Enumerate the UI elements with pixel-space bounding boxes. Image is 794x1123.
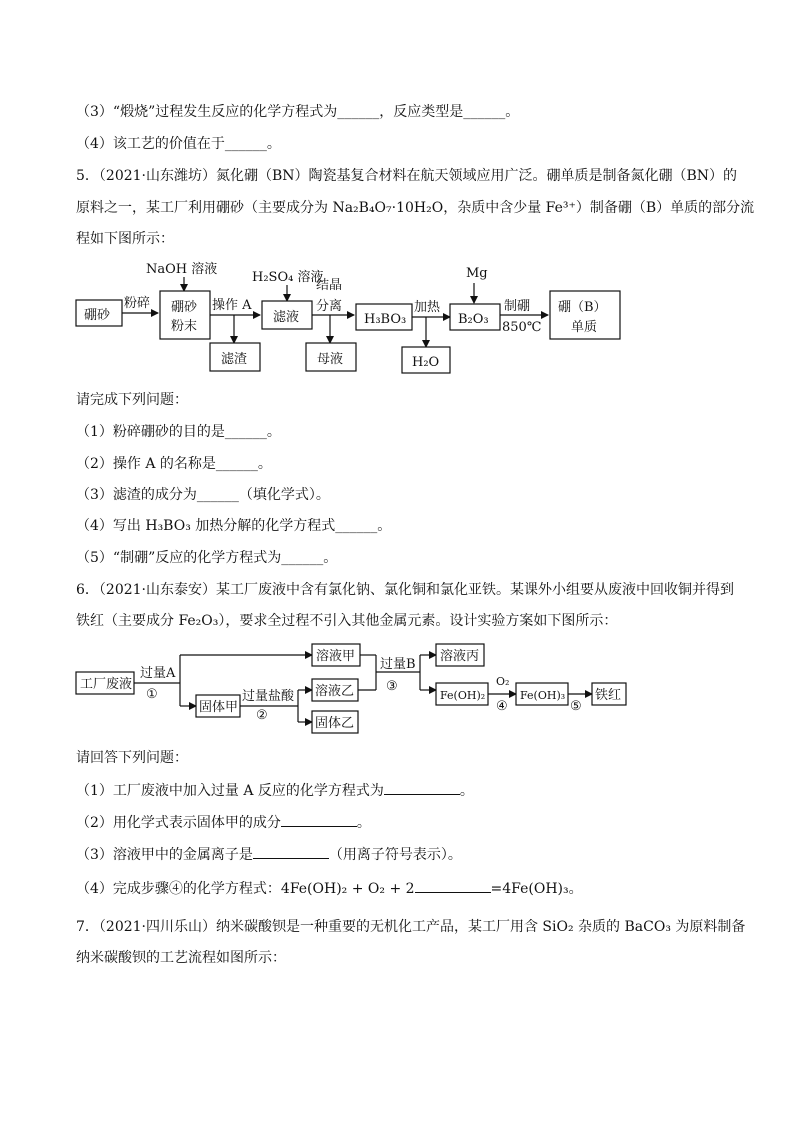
- label-jie-jing: 结晶: [316, 278, 343, 293]
- label-mu-ye: 母液: [317, 352, 344, 367]
- q5-prompt: 请完成下列问题：: [76, 392, 188, 408]
- label-sol-yi: 溶液乙: [315, 684, 355, 699]
- label-step2: ②: [256, 708, 268, 723]
- q5-question-5: （5）“制硼”反应的化学方程式为______。: [76, 550, 338, 566]
- q6-q4-text: （4）完成步骤④的化学方程式：4Fe(OH)₂ + O₂ + 2: [76, 881, 415, 897]
- q6-question-3: [76, 844, 462, 865]
- label-h2so4: H₂SO₄ 溶液: [252, 270, 324, 285]
- label-fen-sui: 粉碎: [124, 296, 151, 311]
- q5-question-3: （3）滤渣的成分为______（填化学式）。: [76, 487, 330, 503]
- q6-q2-text: （2）用化学式表示固体甲的成分: [76, 815, 281, 831]
- q6-q3-tail: （用离子符号表示）。: [328, 847, 462, 863]
- label-feoh3: Fe(OH)₃: [520, 689, 566, 702]
- label-step3: ③: [386, 679, 398, 694]
- label-lv-ye: 滤液: [273, 310, 300, 325]
- answer-blank[interactable]: [253, 844, 329, 859]
- label-naoh: NaOH 溶液: [146, 262, 218, 277]
- label-b2o3: B₂O₃: [458, 312, 489, 327]
- label-sol-jia: 溶液甲: [316, 649, 356, 664]
- q6-intro-2: 铁红（主要成分 Fe₂O₃），要求全过程不引入其他金属元素。设计实验方案如下图所示：: [76, 613, 618, 629]
- q7-intro-2: 纳米碳酸钡的工艺流程如图所示：: [76, 950, 286, 966]
- q7-intro-1: 7．（2021·四川乐山）纳米碳酸钡是一种重要的无机化工产品，某工厂用含 SiO₂ 杂质的 BaCO₃ 为原料制备: [76, 919, 746, 935]
- label-solid-jia: 固体甲: [199, 700, 239, 715]
- label-mg: Mg: [466, 266, 488, 281]
- answer-blank[interactable]: [415, 878, 491, 893]
- label-excess-b: 过量B: [380, 657, 416, 672]
- label-powder-2: 粉末: [171, 319, 198, 334]
- answer-blank[interactable]: [281, 812, 357, 827]
- label-powder-1: 硼砂: [171, 300, 198, 315]
- label-product-2: 单质: [571, 320, 598, 335]
- label-excess-a: 过量A: [140, 666, 176, 681]
- q6-q1-end: 。: [459, 783, 474, 799]
- label-excess-hcl: 过量盐酸: [242, 689, 295, 704]
- q6-q2-end: 。: [356, 815, 371, 831]
- q5-flow-diagram: [0, 255, 794, 380]
- label-h2o: H₂O: [412, 355, 440, 370]
- answer-blank[interactable]: [384, 780, 460, 795]
- q-prev-4: （4）该工艺的价值在于______。: [76, 136, 281, 152]
- q5-question-2: （2）操作 A 的名称是______。: [76, 456, 272, 472]
- label-jia-re: 加热: [414, 300, 441, 315]
- label-step5: ⑤: [570, 699, 582, 714]
- q6-flow-diagram: [0, 640, 794, 735]
- q5-question-4: （4）写出 H₃BO₃ 加热分解的化学方程式______。: [76, 518, 392, 534]
- label-tie-hong: 铁红: [595, 688, 622, 703]
- q6-question-2: [76, 812, 371, 833]
- q5-intro-1: 5．（2021·山东潍坊）氮化硼（BN）陶瓷基复合材料在航天领域应用广泛。硼单质是制备氮化硼（BN）的: [76, 168, 738, 184]
- q6-question-4: [76, 878, 583, 899]
- q-prev-3: （3）“煅烧”过程发生反应的化学方程式为______，反应类型是______。: [76, 104, 520, 120]
- label-step1: ①: [146, 687, 158, 702]
- q5-intro-2: 原料之一，某工厂利用硼砂（主要成分为 Na₂B₄O₇·10H₂O，杂质中含少量 Fe³⁺）制备硼（B）单质的部分流: [76, 200, 755, 216]
- label-sol-bing: 溶液丙: [440, 649, 480, 664]
- label-peng-sha: 硼砂: [84, 308, 111, 323]
- label-product-1: 硼（B）: [558, 300, 607, 315]
- label-solid-yi: 固体乙: [315, 716, 355, 731]
- label-temp: 850℃: [502, 320, 542, 335]
- label-o2: O₂: [496, 675, 510, 688]
- q6-intro-1: 6．（2021·山东泰安）某工厂废液中含有氯化钠、氯化铜和氯化亚铁。某课外小组要从废液中回收铜并得到: [76, 582, 734, 598]
- label-feoh2: Fe(OH)₂: [440, 689, 486, 702]
- q5-question-1: （1）粉碎硼砂的目的是______。: [76, 424, 281, 440]
- label-op-a: 操作 A: [212, 298, 252, 313]
- q6-prompt: 请回答下列问题：: [76, 750, 188, 766]
- q6-q4-tail: =4Fe(OH)₃。: [490, 881, 583, 897]
- q6-q1-text: （1）工厂废液中加入过量 A 反应的化学方程式为: [76, 783, 384, 799]
- label-lv-zha: 滤渣: [221, 352, 248, 367]
- q5-intro-3: 程如下图所示：: [76, 231, 174, 247]
- label-waste: 工厂废液: [80, 677, 133, 692]
- label-h3bo3: H₃BO₃: [364, 312, 407, 327]
- q6-q3-text: （3）溶液甲中的金属离子是: [76, 847, 253, 863]
- label-fen-li: 分离: [316, 299, 343, 314]
- label-step4: ④: [496, 699, 508, 714]
- q6-question-1: [76, 780, 474, 801]
- label-zhi-peng: 制硼: [504, 299, 531, 314]
